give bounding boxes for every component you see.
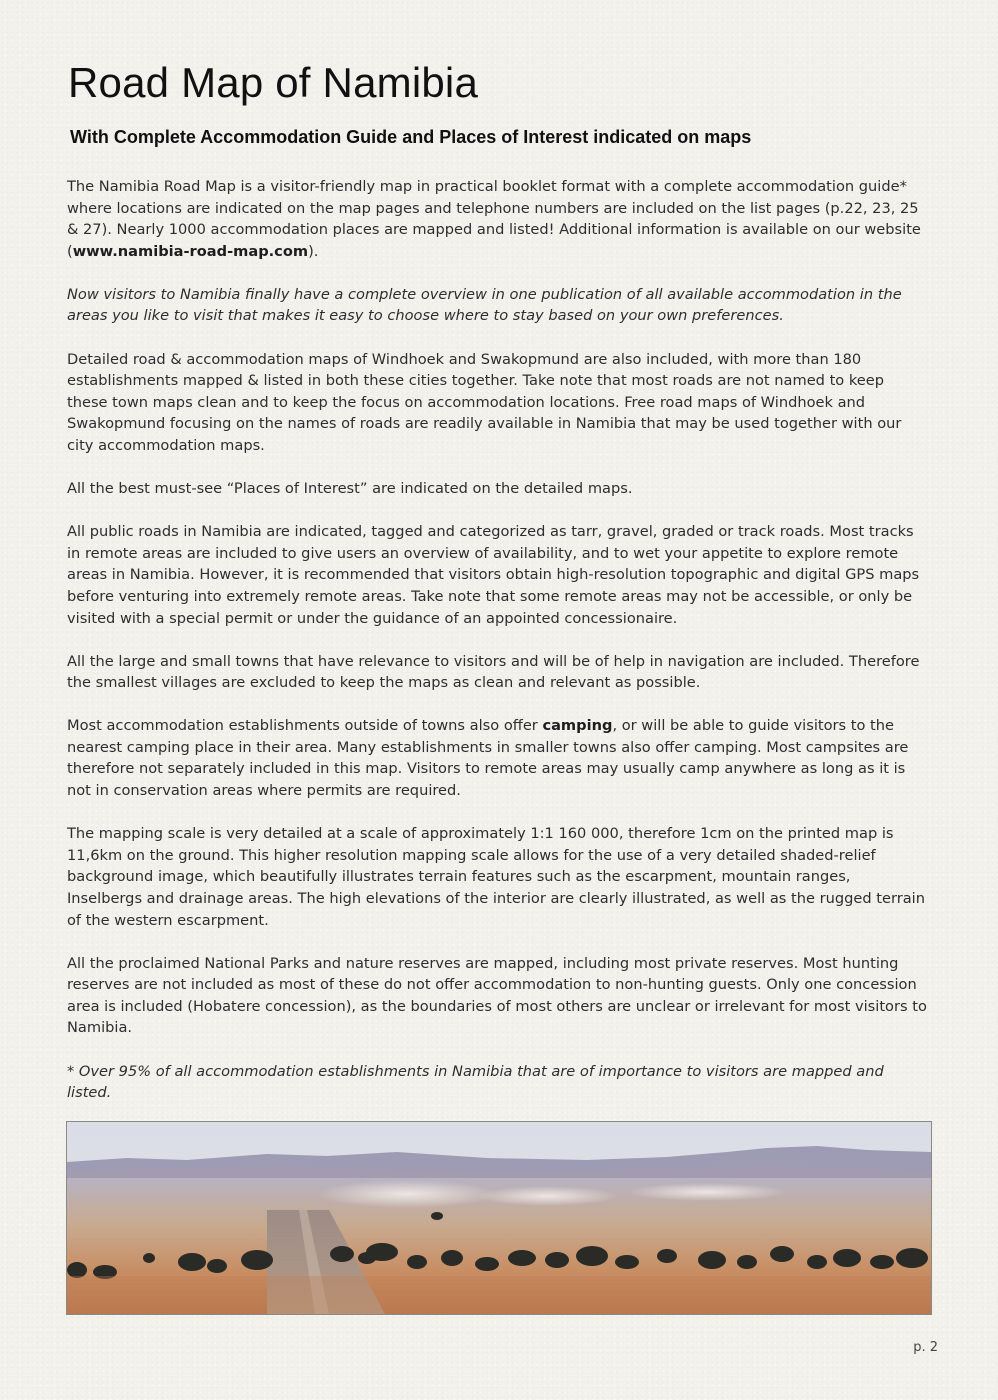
landscape-photo	[66, 1121, 932, 1315]
dust-cloud	[477, 1186, 617, 1206]
dust-cloud	[317, 1180, 497, 1208]
body-text	[67, 176, 927, 1125]
paragraph-city-maps: Detailed road & accommodation maps of Windhoek and Swakopmund are also included, with more than 180 establishments mapped & listed in both these cities together. Take note that most roads are not named to keep these town maps clean and to keep the focus on accommodation locations. Free road maps of Windhoek and Swakopmund focusing on the names of roads are readily available in Namibia that may be used together with our city accommodation maps.	[67, 350, 902, 454]
intro-text: The Namibia Road Map is a visitor-friendly map in practical booklet format with a complete accommodation guide* where locations are indicated on the map pages and telephone numbers are included on the list pages (p.22, 23, 25 & 27). Nearly 1000 accommodation places are mapped and listed! Additional information is available on our website (	[67, 178, 921, 260]
subtitle-highlight-accommodation: Complete Accommodation Guide	[113, 127, 398, 147]
paragraph-camping	[67, 715, 927, 801]
paragraph-overview: Now visitors to Namibia finally have a complete overview in one publication of all available accommodation in the areas you like to visit that makes it easy to choose where to stay based on your own preferences.	[67, 285, 902, 325]
camping-text-end: , or will be able to guide visitors to the nearest camping place in their area. Many establishments in smaller towns also offer camping. Most campsites are therefore not separately included in this map. Visitors to remote areas may usually camp anywhere as long as it is not in conservation areas where permits are required.	[67, 717, 909, 800]
dust-cloud	[627, 1183, 787, 1201]
footnote: * Over 95% of all accommodation establishments in Namibia that are of importance to visitors are mapped and listed.	[67, 1062, 884, 1102]
subtitle-highlight-places: Places of Interest	[439, 127, 589, 147]
subtitle-suffix: indicated on maps	[588, 127, 752, 147]
paragraph-places-of-interest: All the best must-see “Places of Interest” are indicated on the detailed maps.	[67, 480, 633, 498]
paragraph-towns: All the large and small towns that have relevance to visitors and will be of help in navigation are included. Therefore the smallest villages are excluded to keep the maps as clean and relevant as possible.	[67, 652, 920, 692]
page-subtitle	[70, 125, 751, 149]
landscape-illustration	[67, 1122, 931, 1314]
paragraph-intro	[67, 176, 927, 262]
page-title: Road Map of Namibia	[68, 59, 478, 106]
subtitle-connector: and	[397, 127, 440, 147]
camping-emphasis: camping	[542, 717, 613, 735]
subtitle-prefix: With	[70, 127, 114, 147]
foreground-sand	[67, 1276, 931, 1314]
page-number: p. 2	[913, 1340, 938, 1355]
website-link[interactable]: www.namibia-road-map.com	[72, 242, 309, 260]
intro-text-end: ).	[308, 242, 319, 260]
paragraph-public-roads: All public roads in Namibia are indicated, tagged and categorized as tarr, gravel, graded or track roads. Most tracks in remote areas are included to give users an overview of availability, and to wet your appetite to explore remote areas in Namibia. However, it is recommended that visitors obtain high-resolution topographic and digital GPS maps before venturing into extremely remote areas. Take note that some remote areas may not be accessible, or only be visited with a special permit or under the guidance of an appointed concessionaire.	[67, 523, 920, 627]
paragraph-mapping-scale: The mapping scale is very detailed at a scale of approximately 1:1 160 000, therefore 1cm on the printed map is 11,6km on the ground. This higher resolution mapping scale allows for the use of a very detailed shaded-relief background image, which beautifully illustrates terrain features such as the escarpment, mountain ranges, Inselbergs and drainage areas. The high elevations of the interior are clearly illustrated, as well as the rugged terrain of the western escarpment.	[67, 825, 925, 929]
camping-text: Most accommodation establishments outside of towns also offer	[67, 717, 543, 735]
paragraph-national-parks: All the proclaimed National Parks and nature reserves are mapped, including most private reserves. Most hunting reserves are not included as most of these do not offer accommodation to non-hunting guests. Only one concession area is included (Hobatere concession), as the boundaries of most others are unclear or irrelevant for most visitors to Namibia.	[67, 954, 927, 1037]
